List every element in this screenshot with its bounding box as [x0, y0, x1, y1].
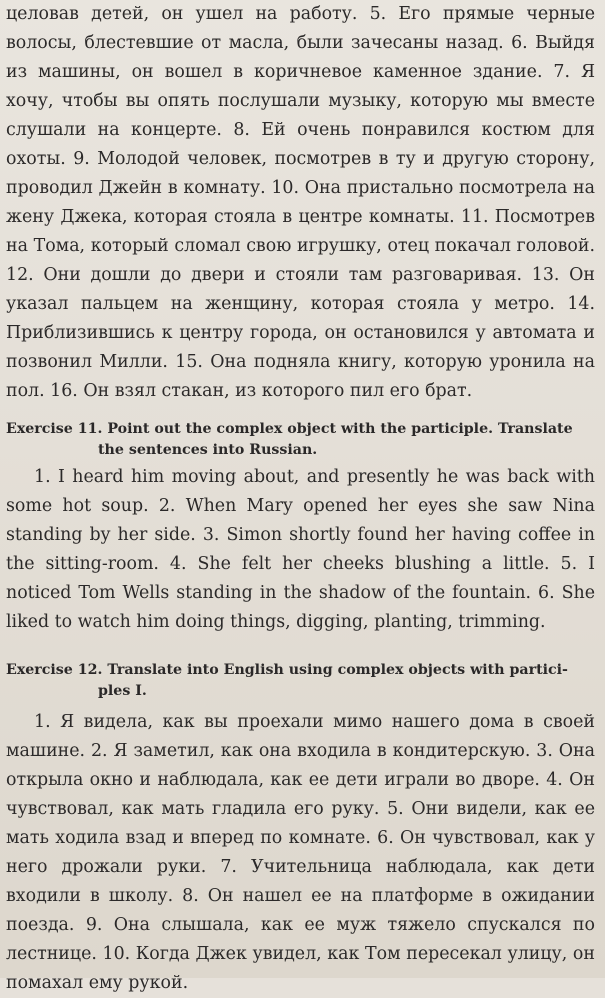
exercise-11-heading-line2: the sentences into Russian.	[98, 442, 318, 458]
exercise-12-text: 1. Я видела, как вы проехали мимо нашего дома в своей машине. 2. Я заметил, как она входила в кондитерскую. 3. Она открыла окно и наблюдала, как ее дети играли во дворе. 4. Он чувствовал, как мать гладила его руку. 5. Они видели, как ее мать ходила взад и вперед по комнате. 6. Он чувствовал, как у него дрожали руки. 7. Учительница наблюдала, как дети входили в школу. 8. Он нашел ее на платформе в ожидании поезда. 9. Она слышала, как ее муж тяжело спускался по лестнице. 10. Когда Джек увидел, как Том пересекал улицу, он помахал ему рукой.	[6, 712, 595, 993]
exercise-11-text: 1. I heard him moving about, and presently he was back with some hot soup. 2. When Mary opened her eyes she saw Nina standing by her side. 3. Simon shortly found her having coffee in the sitting-room. 4. She felt her cheeks blushing a little. 5. I noticed Tom Wells standing in the shadow of the fountain. 6. She liked to watch him doing things, digging, planting, trimming.	[6, 467, 595, 632]
exercise-12-heading-line2: ples I.	[98, 683, 147, 699]
exercise-12-heading-line1: Exercise 12. Translate into English using complex objects with partici-	[6, 662, 568, 678]
exercise-11-heading-line1: Exercise 11. Point out the complex object with the participle. Translate	[6, 421, 573, 437]
continued-paragraph: целовав детей, он ушел на работу. 5. Его прямые черные волосы, блестевшие от масла, были зачесаны назад. 6. Выйдя из машины, он вошел в коричневое каменное здание. 7. Я хочу, чтобы вы опять послушали музыку, которую мы вместе слушали на концерте. 8. Ей очень понравился костюм для охоты. 9. Молодой человек, посмотрев в ту и другую сторону, проводил Джейн в комнату. 10. Она пристально посмотрела на жену Джека, которая стояла в центре комнаты. 11. Посмотрев на Тома, который сломал свою игрушку, отец покачал головой. 12. Они дошли до двери и стояли там разговаривая. 13. Он указал пальцем на женщину, которая стояла у метро. 14. Приблизившись к центру города, он остановился у автомата и позвонил Милли. 15. Она подняла книгу, которую уронила на пол. 16. Он взял стакан, из которого пил его брат.	[6, 4, 595, 401]
exercise-12-heading	[6, 660, 595, 702]
exercise-11-heading	[6, 419, 595, 461]
